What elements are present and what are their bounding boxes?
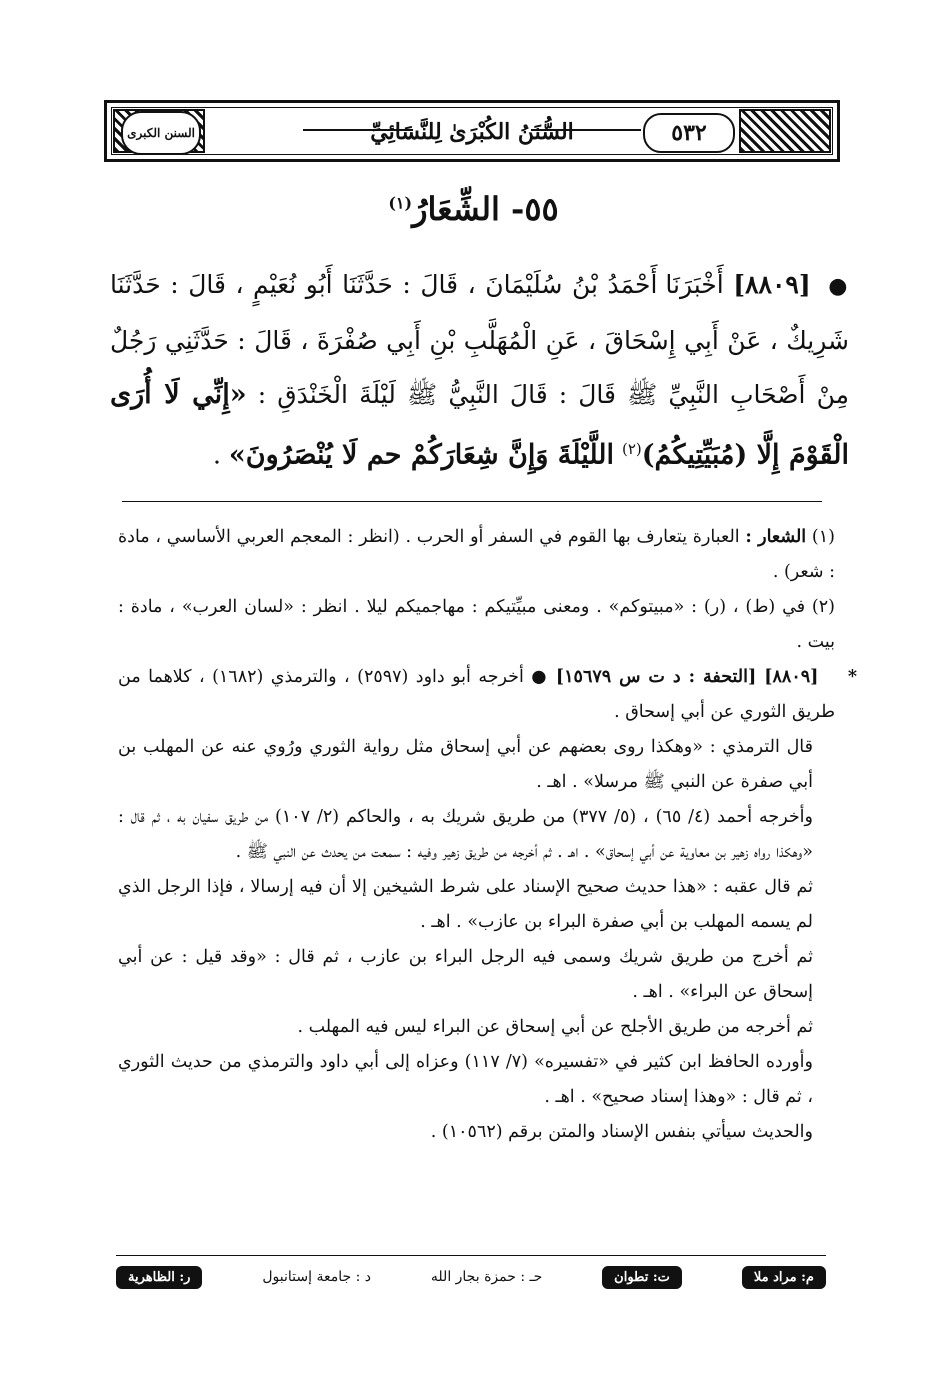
hadith-bullet: ●: [828, 274, 850, 299]
commentary-paragraph-2: وأخرجه أحمد (٤/ ٦٥) ، (٥/ ٣٧٧) من طريق شريك به ، والحاكم (٢/ ١٠٧) من طريق سفيان به ، ثم قال : «وهكذا رواه زهير بن معاوية عن أبي إسحاق» . اهـ . ثم أخرجه من طريق زهير وفيه : سمعت من يحدث عن النبي ﷺ .: [118, 807, 813, 862]
book-title: السُّنَنُ الكُبْرَىٰ لِلنَّسَائِيِّ: [370, 119, 574, 145]
footnotes: [118, 520, 858, 1150]
hadith-isnad: أَخْبَرَنَا أَحْمَدُ بْنُ سُلَيْمَانَ ، قَالَ : حَدَّثَنَا أَبُو نُعَيْمٍ ، قَالَ : حَدَّثَنَا شَرِيكٌ ، عَنْ أَبِي إِسْحَاقَ ، عَنِ الْمُهَلَّبِ بْنِ أَبِي صُفْرَةَ ، قَالَ : حَدَّثَنِي رَجُلٌ مِنْ أَصْحَابِ النَّبِيِّ ﷺ قَالَ : قَالَ النَّبِيُّ ﷺ لَيْلَةَ الْخَنْدَقِ :: [110, 270, 849, 409]
header-flourish-right: [531, 129, 641, 131]
hadith-footnote-ref: (٢): [621, 440, 642, 458]
commentary-paragraph-1: قال الترمذي : «وهكذا روى بعضهم عن أبي إسحاق مثل رواية الثوري ورُوي عنه عن المهلب بن أبي صفرة عن النبي ﷺ مرسلا» . اهـ .: [118, 737, 813, 792]
header-ornament-left: [113, 109, 205, 153]
takhrij-text: ● أخرجه أبو داود (٢٥٩٧) ، والترمذي (١٦٨٢) ، كلاهما من طريق الثوري عن أبي إسحاق .: [118, 667, 835, 722]
hadith-text: [110, 258, 849, 482]
siglum-t-badge: ت: تطوان: [602, 1266, 682, 1289]
takhrij-heading: [٨٨٠٩] [التحفة : د ت س ١٥٦٧٩]: [555, 667, 819, 687]
footnote-1-term: الشعار :: [745, 527, 807, 547]
takhrij-star: *: [847, 667, 858, 687]
commentary-paragraph-3: ثم قال عقبه : «هذا حديث صحيح الإسناد على شرط الشيخين إلا أن فيه إرسالا ، فإذا الرجل الذي لم يسمه المهلب بن أبي صفرة البراء بن عازب» . اهـ .: [118, 877, 813, 932]
siglum-d: د : جامعة إستانبول: [262, 1269, 371, 1285]
manuscript-sigla-footer: [116, 1262, 826, 1292]
footnote-2: (٢) في (ط) ، (ر) : «مبيتوكم» . ومعنى مبيِّتيكم : مهاجميكم ليلا . انظر : «لسان العرب» ، مادة : بيت .: [118, 597, 835, 652]
book-emblem-logo: السنن الكبرى: [121, 111, 201, 155]
footer-separator: [116, 1255, 826, 1256]
header-flourish-left: [303, 129, 413, 131]
footnote-1-text: العبارة يتعارف بها القوم في السفر أو الحرب . (انظر : المعجم العربي الأساسي ، مادة : شعر) .: [118, 527, 835, 582]
commentary-paragraph-4: ثم أخرج من طريق شريك وسمى فيه الرجل البراء بن عازب ، ثم قال : «وقد قيل : عن أبي إسحاق عن البراء» . اهـ .: [118, 947, 813, 1002]
commentary-paragraph-6: وأورده الحافظ ابن كثير في «تفسيره» (٧/ ١١٧) وعزاه إلى أبي داود والترمذي من حديث الثوري ، ثم قال : «وهذا إسناد صحيح» . اهـ .: [118, 1052, 813, 1107]
siglum-r-badge: ر: الظاهرية: [116, 1266, 202, 1289]
header-ornament-right: [739, 109, 831, 153]
chapter-title-text: ٥٥- الشِّعَارُ: [412, 190, 559, 228]
commentary-paragraph-7: والحديث سيأتي بنفس الإسناد والمتن برقم (١٠٥٦٢) .: [430, 1122, 813, 1142]
page-header: [104, 100, 840, 162]
siglum-h: حـ : حمزة بجار الله: [430, 1269, 543, 1285]
footnote-1: [118, 520, 835, 590]
chapter-footnote-ref: (١): [388, 193, 413, 213]
footnote-1-number: (١): [811, 527, 835, 547]
hadith-quote-part-2: اللَّيْلَةَ وَإِنَّ شِعَارَكُمْ حم لَا يُنْصَرُونَ»: [228, 439, 615, 471]
hadith-number: [٨٨٠٩]: [733, 270, 811, 299]
hadith-end: .: [213, 440, 221, 470]
chapter-title: [0, 190, 947, 228]
takhrij-paragraph: [118, 660, 858, 730]
commentary-paragraph-5: ثم أخرجه من طريق الأجلح عن أبي إسحاق عن البراء ليس فيه المهلب .: [297, 1017, 813, 1037]
hadith-quote-part-1: «إِنِّي لَا أُرَى الْقَوْمَ إِلَّا (مُبَيِّتِيكُمُ): [110, 379, 849, 471]
page-number: ٥٣٢: [643, 113, 735, 153]
footnote-separator: [122, 501, 822, 502]
siglum-m-badge: م: مراد ملا: [742, 1266, 826, 1289]
